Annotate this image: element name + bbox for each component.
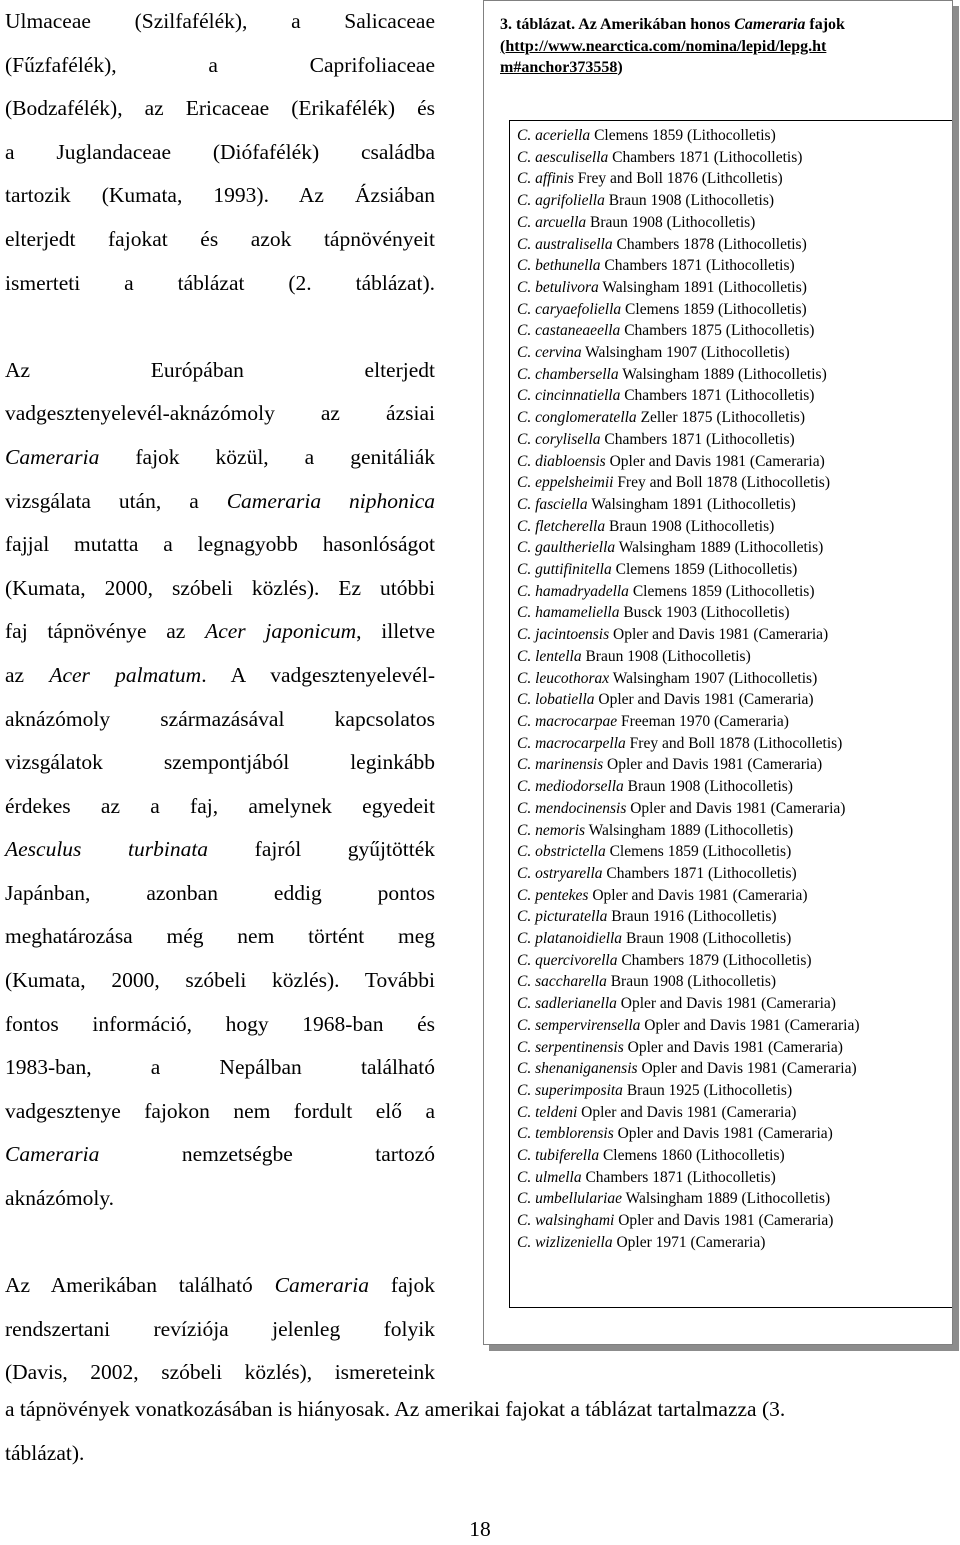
species-item	[517, 299, 952, 321]
text-line: ismerteti a táblázat (2. táblázat).	[5, 270, 435, 295]
species-author: Braun 1916 (Lithocolletis)	[607, 908, 777, 926]
species-item	[517, 646, 952, 668]
species-name: C. mediodorsella	[517, 778, 624, 796]
species-author: Frey and Boll 1878 (Lithocolletis)	[613, 474, 830, 492]
species-item	[517, 668, 952, 690]
species-name: C. macrocarpae	[517, 712, 618, 730]
species-author: Walsingham 1889 (Lithocolletis)	[618, 365, 827, 383]
species-item	[517, 928, 952, 950]
species-author: Braun 1908 (Lithocolletis)	[622, 930, 792, 948]
species-name: C. bethunella	[517, 257, 601, 275]
species-item	[517, 385, 952, 407]
species-name: C. shenaniganensis	[517, 1060, 638, 1078]
text-line: fajjal mutatta a legnagyobb hasonlóságot	[5, 532, 435, 557]
species-author: Opler and Davis 1981 (Cameraria)	[623, 1038, 843, 1056]
species-item	[517, 168, 952, 190]
species-name: C. superimposita	[517, 1081, 623, 1099]
species-author: Chambers 1871 (Lithocolletis)	[600, 430, 795, 448]
text-line: (Kumata, 2000, szóbeli közlés). További	[5, 968, 435, 993]
species-list	[510, 121, 952, 1254]
species-item	[517, 1015, 952, 1037]
species-author: Walsingham 1907 (Lithocolletis)	[581, 344, 790, 362]
species-author: Opler and Davis 1981 (Cameraria)	[609, 626, 829, 644]
text-line: 1983-ban, a Nepálban található	[5, 1055, 435, 1080]
text-line: aknázómoly származásával kapcsolatos	[5, 706, 435, 731]
species-name: C. tubiferella	[517, 1147, 600, 1165]
species-author: Opler and Davis 1981 (Cameraria)	[605, 452, 825, 470]
species-item	[517, 364, 952, 386]
species-item	[517, 342, 952, 364]
italic-taxon: Cameraria	[5, 1142, 100, 1167]
text-line: a Juglandaceae (Diófafélék) családba	[5, 139, 435, 164]
species-name: C. gaultheriella	[517, 539, 616, 557]
species-name: C. sempervirensella	[517, 1016, 641, 1034]
species-name: C. pentekes	[517, 886, 589, 904]
text-line: vizsgálatok szempontjából leginkább	[5, 750, 435, 775]
species-name: C. hamameliella	[517, 604, 620, 622]
species-item	[517, 841, 952, 863]
species-name: C. ostryarella	[517, 864, 603, 882]
species-item	[517, 885, 952, 907]
species-item	[517, 429, 952, 451]
species-item	[517, 234, 952, 256]
species-author: Braun 1925 (Lithocolletis)	[622, 1081, 793, 1099]
species-item	[517, 602, 952, 624]
italic-taxon: Aesculus turbinata	[5, 837, 209, 862]
species-item	[517, 190, 952, 212]
species-name: C. hamadryadella	[517, 582, 629, 600]
species-name: C. aceriella	[517, 127, 591, 144]
species-author: Opler and Davis 1981 (Cameraria)	[588, 886, 808, 904]
species-author: Walsingham 1889 (Lithocolletis)	[622, 1190, 831, 1208]
species-author: Braun 1908 (Lithocolletis)	[604, 192, 775, 210]
species-author: Chambers 1875 (Lithocolletis)	[620, 322, 815, 340]
species-name: C. platanoidiella	[517, 930, 623, 948]
species-author: Walsingham 1907 (Lithocolletis)	[609, 669, 818, 687]
species-name: C. lentella	[517, 647, 582, 665]
species-item	[517, 906, 952, 928]
species-name: C. picturatella	[517, 908, 608, 926]
species-author: Clemens 1860 (Lithocolletis)	[599, 1147, 785, 1165]
species-item	[517, 1123, 952, 1145]
species-item	[517, 320, 952, 342]
species-author: Freeman 1970 (Cameraria)	[617, 712, 789, 730]
italic-taxon: Acer palmatum	[49, 662, 202, 687]
text-line: (Fűzfafélék), a Caprifoliaceae	[5, 52, 435, 77]
text-line: vadgesztenyelevél-aknázómoly az ázsiai	[5, 401, 435, 426]
species-item	[517, 1145, 952, 1167]
species-item	[517, 451, 952, 473]
species-item	[517, 624, 952, 646]
text-line: Japánban, azonban eddig pontos	[5, 880, 435, 905]
species-item	[517, 1188, 952, 1210]
species-author: Chambers 1871 (Lithocolletis)	[600, 257, 795, 275]
table-caption: 3. táblázat. Az Amerikában honos Cameraria fajok (http://www.nearctica.com/nomina/lepid/lepg.ht m#anchor373558)	[500, 16, 845, 76]
text-line: elterjedt fajokat és azok tápnövényeit	[5, 226, 435, 251]
species-name: C. cervina	[517, 344, 582, 362]
species-author: Opler and Davis 1981 (Cameraria)	[603, 756, 823, 774]
species-item	[517, 993, 952, 1015]
species-item	[517, 971, 952, 993]
species-name: C. cincinnatiella	[517, 387, 621, 405]
species-item	[517, 559, 952, 581]
species-name: C. ulmella	[517, 1168, 582, 1186]
species-author: Braun 1908 (Lithocolletis)	[605, 517, 775, 535]
text-line: (Davis, 2002, szóbeli közlés), ismereteink	[5, 1360, 435, 1385]
species-name: C. caryaefoliella	[517, 300, 622, 318]
species-author: Opler and Davis 1981 (Cameraria)	[626, 799, 846, 817]
text-line: (Kumata, 2000, szóbeli közlés). Ez utóbbi	[5, 575, 435, 600]
species-name: C. marinensis	[517, 756, 604, 774]
species-name: C. guttifinitella	[517, 561, 612, 579]
text-line: a tápnövények vonatkozásában is hiányosak. Az amerikai fajokat a táblázat tartalmazza (3.	[5, 1397, 786, 1421]
species-item	[517, 689, 952, 711]
species-author: Walsingham 1891 (Lithocolletis)	[598, 278, 807, 296]
text-line: érdekes az a faj, amelynek egyedeit	[5, 793, 435, 818]
species-name: C. teldeni	[517, 1103, 578, 1121]
species-author: Opler and Davis 1981 (Cameraria)	[594, 691, 814, 709]
italic-taxon: Cameraria	[5, 444, 100, 469]
species-item	[517, 494, 952, 516]
species-name: C. australisella	[517, 235, 613, 253]
text-line: aknázómoly.	[5, 1186, 115, 1211]
page-number: 18	[469, 1517, 491, 1541]
species-item	[517, 407, 952, 429]
species-name: C. betulivora	[517, 278, 599, 296]
species-name: C. eppelsheimii	[517, 474, 614, 492]
species-item	[517, 1080, 952, 1102]
source-link[interactable]: (http://www.nearctica.com/nomina/lepid/lepg.ht m#anchor373558	[500, 37, 827, 76]
species-name: C. fasciella	[517, 495, 588, 513]
italic-taxon: Cameraria	[734, 16, 806, 33]
species-author: Busck 1903 (Lithocolletis)	[619, 604, 790, 622]
species-name: C. walsinghami	[517, 1212, 615, 1230]
species-name: C. wizlizeniella	[517, 1233, 613, 1251]
text-line: Cameraria fajok közül, a genitáliák	[5, 444, 435, 469]
species-name: C. temblorensis	[517, 1125, 614, 1143]
species-item	[517, 1167, 952, 1189]
species-item	[517, 255, 952, 277]
species-author: Clemens 1859 (Lithocolletis)	[611, 561, 798, 579]
italic-taxon: Acer japonicum	[205, 619, 357, 644]
species-author: Braun 1908 (Lithocolletis)	[586, 213, 756, 231]
text-line: (Bodzafélék), az Ericaceae (Erikafélék) és	[5, 96, 435, 121]
species-author: Chambers 1871 (Lithocolletis)	[608, 148, 803, 166]
text-line: Cameraria nemzetségbe tartozó	[5, 1142, 435, 1167]
species-item	[517, 147, 952, 169]
species-author: Opler and Davis 1981 (Cameraria)	[613, 1125, 833, 1143]
species-author: Clemens 1859 (Lithocolletis)	[605, 843, 792, 861]
species-name: C. sadlerianella	[517, 995, 617, 1013]
species-author: Opler and Davis 1981 (Cameraria)	[577, 1103, 797, 1121]
species-name: C. conglomeratella	[517, 409, 637, 427]
species-item	[517, 1102, 952, 1124]
species-name: C. mendocinensis	[517, 799, 627, 817]
species-name: C. umbellulariae	[517, 1190, 623, 1208]
species-item	[517, 1210, 952, 1232]
species-item	[517, 711, 952, 733]
species-name: C. jacintoensis	[517, 626, 610, 644]
species-name: C. lobatiella	[517, 691, 595, 709]
species-item	[517, 733, 952, 755]
species-item	[517, 537, 952, 559]
species-author: Chambers 1871 (Lithocolletis)	[620, 387, 815, 405]
species-item	[517, 1232, 952, 1254]
species-item	[517, 516, 952, 538]
species-name: C. serpentinensis	[517, 1038, 624, 1056]
species-item	[517, 950, 952, 972]
species-name: C. chambersella	[517, 365, 619, 383]
species-name: C. aesculisella	[517, 148, 609, 166]
continuation-text	[5, 1388, 955, 1475]
text-line: fontos információ, hogy 1968-ban és	[5, 1011, 435, 1036]
italic-taxon: Cameraria	[274, 1273, 369, 1298]
text-line: rendszertani revíziója jelenleg folyik	[5, 1316, 435, 1341]
species-name: C. affinis	[517, 170, 574, 188]
species-item	[517, 125, 952, 147]
species-name: C. corylisella	[517, 430, 601, 448]
species-author: Walsingham 1889 (Lithocolletis)	[615, 539, 824, 557]
species-name: C. nemoris	[517, 821, 586, 839]
species-author: Braun 1908 (Lithocolletis)	[606, 973, 777, 991]
species-name: C. leucothorax	[517, 669, 610, 687]
paragraph-american-species	[5, 1264, 435, 1395]
species-author: Frey and Boll 1876 (Lithcolletis)	[573, 170, 783, 188]
species-item	[517, 776, 952, 798]
left-text-column	[5, 0, 435, 1395]
species-author: Chambers 1878 (Lithocolletis)	[612, 235, 807, 253]
species-author: Zeller 1875 (Lithocolletis)	[636, 409, 805, 427]
paragraph-families	[5, 0, 435, 305]
text-line: meghatározása még nem történt meg	[5, 924, 435, 949]
text-line: az Acer palmatum. A vadgesztenyelevél-	[5, 662, 435, 687]
paragraph-european-species	[5, 349, 435, 1221]
species-item	[517, 754, 952, 776]
species-author: Chambers 1871 (Lithocolletis)	[602, 864, 797, 882]
text-line: Ulmaceae (Szilfafélék), a Salicaceae	[5, 9, 435, 33]
species-author: Clemens 1859 (Lithocolletis)	[621, 300, 807, 318]
species-author: Chambers 1879 (Lithocolletis)	[617, 951, 812, 969]
species-name: C. obstrictella	[517, 843, 606, 861]
species-author: Braun 1908 (Lithocolletis)	[581, 647, 751, 665]
species-item	[517, 277, 952, 299]
species-author: Walsingham 1889 (Lithocolletis)	[585, 821, 794, 839]
text-line: táblázat).	[5, 1440, 85, 1465]
species-name: C. quercivorella	[517, 951, 618, 969]
text-line: Aesculus turbinata fajról gyűjtötték	[5, 837, 435, 862]
species-author: Chambers 1871 (Lithocolletis)	[581, 1168, 776, 1186]
species-author: Braun 1908 (Lithocolletis)	[623, 778, 793, 796]
species-author: Opler and Davis 1981 (Cameraria)	[614, 1212, 834, 1230]
species-author: Opler 1971 (Cameraria)	[612, 1233, 766, 1251]
text-line: Az Amerikában található Cameraria fajok	[5, 1273, 435, 1298]
species-author: Frey and Boll 1878 (Lithocolletis)	[625, 734, 843, 752]
table-3-box	[483, 0, 953, 1345]
text-line: Az Európában elterjedt	[5, 357, 435, 382]
species-author: Clemens 1859 (Lithocolletis)	[628, 582, 815, 600]
species-author: Opler and Davis 1981 (Cameraria)	[616, 995, 836, 1013]
italic-taxon: Cameraria niphonica	[226, 488, 435, 513]
species-item	[517, 581, 952, 603]
species-item	[517, 820, 952, 842]
text-line: faj tápnövénye az Acer japonicum, illetve	[5, 619, 435, 644]
species-name: C. agrifoliella	[517, 192, 605, 210]
species-name: C. saccharella	[517, 973, 607, 991]
species-item	[517, 1037, 952, 1059]
species-name: C. diabloensis	[517, 452, 606, 470]
species-name: C. castaneaeella	[517, 322, 621, 340]
species-author: Opler and Davis 1981 (Cameraria)	[640, 1016, 860, 1034]
species-author: Opler and Davis 1981 (Cameraria)	[637, 1060, 857, 1078]
species-author: Clemens 1859 (Lithocolletis)	[590, 127, 776, 144]
species-item	[517, 863, 952, 885]
species-item	[517, 798, 952, 820]
species-name: C. fletcherella	[517, 517, 606, 535]
species-name: C. arcuella	[517, 213, 587, 231]
species-item	[517, 212, 952, 234]
species-list-frame	[509, 120, 952, 1308]
text-line: vadgesztenye fajokon nem fordult elő a	[5, 1098, 435, 1123]
text-line: vizsgálata után, a Cameraria niphonica	[5, 488, 435, 513]
species-item	[517, 1058, 952, 1080]
species-name: C. macrocarpella	[517, 734, 626, 752]
text-line: tartozik (Kumata, 1993). Az Ázsiában	[5, 183, 435, 208]
species-item	[517, 472, 952, 494]
species-author: Walsingham 1891 (Lithocolletis)	[587, 495, 796, 513]
